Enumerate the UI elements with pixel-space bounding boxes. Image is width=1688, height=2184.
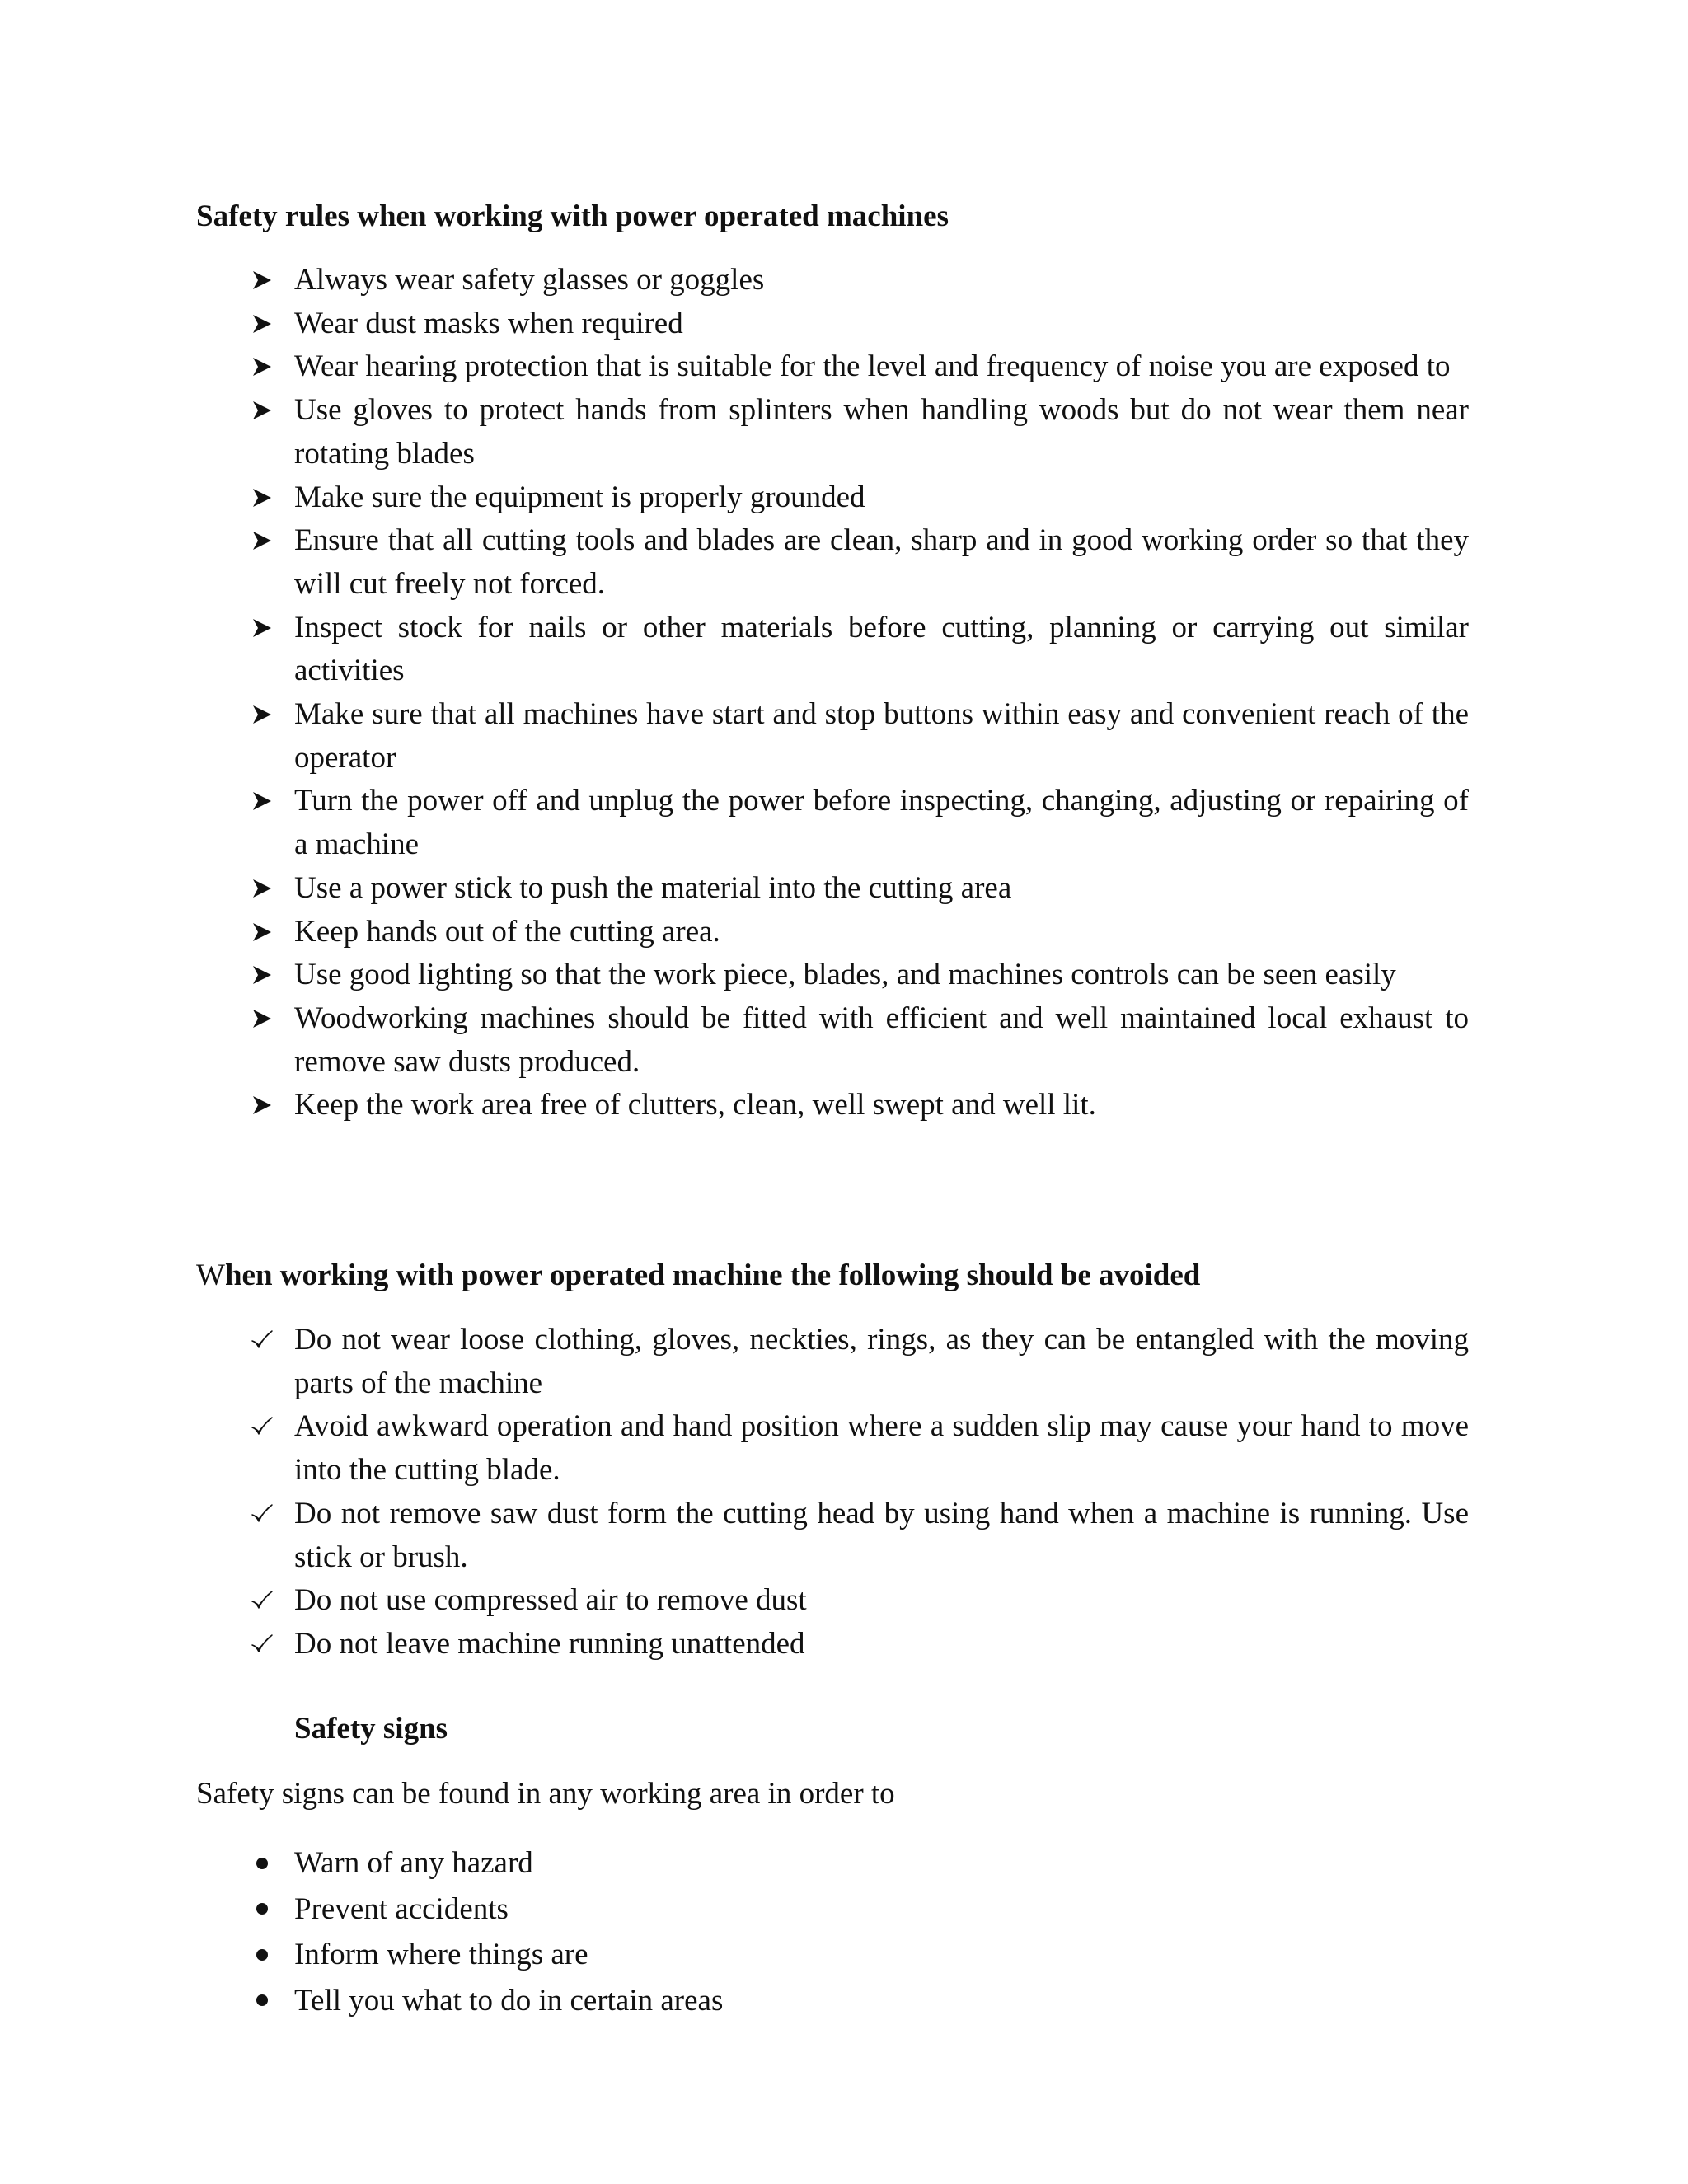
list-item: Use a power stick to push the material into the cutting area <box>196 867 1469 911</box>
checkmark-bullet-icon <box>247 1579 277 1622</box>
list-item: Turn the power off and unplug the power before inspecting, changing, adjusting or repairing of a machine <box>196 780 1469 866</box>
list-item: Inform where things are <box>196 1932 1469 1978</box>
list-item: Wear dust masks when required <box>196 302 1469 346</box>
list-item: Avoid awkward operation and hand position where a sudden slip may cause your hand to move into the cutting blade. <box>196 1405 1469 1492</box>
arrowhead-bullet-icon <box>247 519 277 562</box>
arrowhead-bullet-icon <box>247 345 277 388</box>
arrowhead-bullet-icon <box>247 476 277 519</box>
safety-rules-list <box>196 259 1469 1127</box>
list-item: Inspect stock for nails or other materials before cutting, planning or carrying out similar activities <box>196 607 1469 693</box>
list-item: Do not use compressed air to remove dust <box>196 1579 1469 1623</box>
list-item: Keep the work area free of clutters, clean, well swept and well lit. <box>196 1084 1469 1127</box>
section-heading-avoid: When working with power operated machine the following should be avoided <box>196 1258 1201 1292</box>
arrowhead-bullet-icon <box>247 259 277 302</box>
list-item: Use gloves to protect hands from splinters when handling woods but do not wear them near rotating blades <box>196 389 1469 476</box>
arrowhead-bullet-icon <box>247 997 277 1040</box>
list-item: Keep hands out of the cutting area. <box>196 911 1469 954</box>
arrowhead-bullet-icon <box>247 1084 277 1127</box>
checkmark-bullet-icon <box>247 1493 277 1535</box>
list-item: Do not leave machine running unattended <box>196 1623 1469 1666</box>
list-item: Warn of any hazard <box>196 1840 1469 1886</box>
section-heading-safety-signs: Safety signs <box>294 1712 448 1746</box>
list-item: Tell you what to do in certain areas <box>196 1978 1469 2024</box>
round-bullet-icon <box>247 1932 277 1977</box>
checkmark-bullet-icon <box>247 1623 277 1666</box>
avoid-list <box>196 1319 1469 1666</box>
arrowhead-bullet-icon <box>247 302 277 345</box>
list-item: Make sure that all machines have start and stop buttons within easy and convenient reach of the operator <box>196 693 1469 780</box>
list-item: Ensure that all cutting tools and blades are clean, sharp and in good working order so that they will cut freely not forced. <box>196 519 1469 606</box>
section-heading-safety-rules: Safety rules when working with power operated machines <box>196 199 949 233</box>
list-item: Wear hearing protection that is suitable for the level and frequency of noise you are exposed to <box>196 345 1469 389</box>
round-bullet-icon <box>247 1840 277 1886</box>
list-item: Use good lighting so that the work piece, blades, and machines controls can be seen easily <box>196 954 1469 997</box>
arrowhead-bullet-icon <box>247 911 277 954</box>
arrowhead-bullet-icon <box>247 607 277 649</box>
list-item: Do not remove saw dust form the cutting head by using hand when a machine is running. Use stick or brush. <box>196 1493 1469 1579</box>
arrowhead-bullet-icon <box>247 780 277 823</box>
round-bullet-icon <box>247 1886 277 1932</box>
safety-signs-list <box>196 1840 1469 2023</box>
arrowhead-bullet-icon <box>247 954 277 996</box>
arrowhead-bullet-icon <box>247 867 277 910</box>
list-item: Prevent accidents <box>196 1886 1469 1933</box>
round-bullet-icon <box>247 1978 277 2023</box>
arrowhead-bullet-icon <box>247 693 277 736</box>
checkmark-bullet-icon <box>247 1319 277 1361</box>
list-item: Woodworking machines should be fitted with efficient and well maintained local exhaust to remove saw dusts produced. <box>196 997 1469 1084</box>
safety-signs-intro: Safety signs can be found in any working area in order to <box>196 1777 895 1811</box>
list-item: Make sure the equipment is properly grounded <box>196 476 1469 520</box>
list-item: Do not wear loose clothing, gloves, neckties, rings, as they can be entangled with the moving parts of the machine <box>196 1319 1469 1405</box>
arrowhead-bullet-icon <box>247 389 277 432</box>
list-item: Always wear safety glasses or goggles <box>196 259 1469 302</box>
checkmark-bullet-icon <box>247 1405 277 1448</box>
